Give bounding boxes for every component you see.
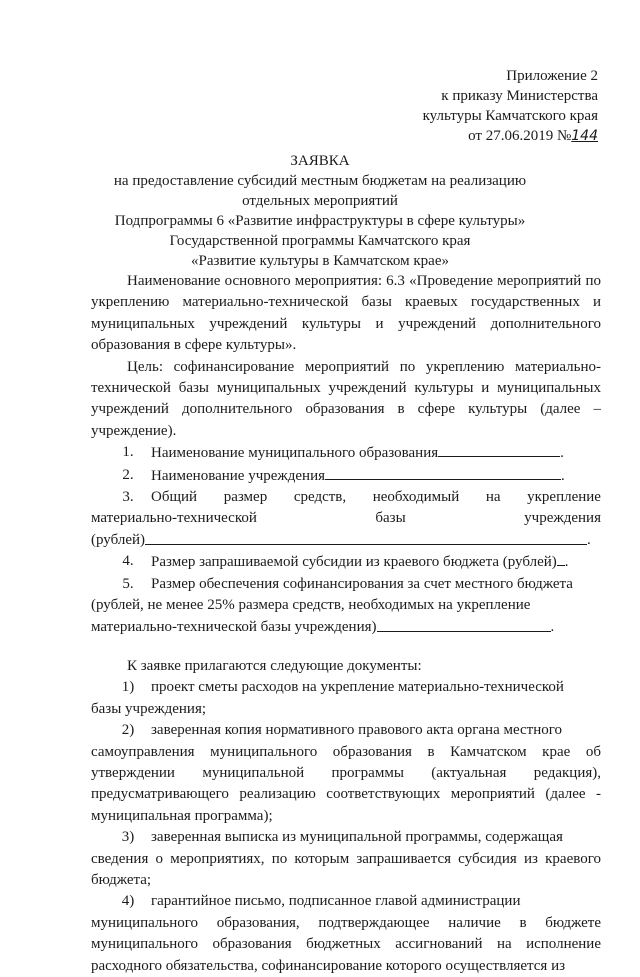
appendix-line-3: культуры Камчатского края: [422, 108, 598, 124]
document-title: ЗАЯВКА: [290, 153, 350, 169]
heading-line-5: «Развитие культуры в Камчатском крае»: [191, 253, 449, 269]
doc-1-number: 1): [121, 679, 135, 696]
item-1: 1. Наименование муниципального образования .: [91, 442, 601, 464]
item-3-word: на: [485, 489, 501, 506]
item-5: [91, 574, 601, 595]
appendix-block: [423, 66, 598, 146]
item-4-blank: [557, 551, 565, 566]
item-3-word: необходимый: [372, 489, 460, 506]
item-4-number: 4.: [122, 553, 134, 570]
item-4-label: Размер запрашиваемой субсидии из краевого бюджета (рублей): [151, 554, 557, 571]
doc-2-number: 2): [121, 722, 135, 739]
item-3-blank: [145, 530, 587, 545]
doc-4-line-1: гарантийное письмо, подписанное главой администрации: [151, 893, 521, 910]
item-3-line-2: [91, 508, 601, 529]
item-5-label: материально-технической базы учреждения): [91, 618, 377, 635]
docs-intro-text: К заявке прилагаются следующие документы:: [127, 657, 422, 674]
doc-3-text: сведения о мероприятиях, по которым запрашивается субсидия из краевого бюджета;: [91, 850, 601, 888]
item-1-blank: [438, 442, 560, 457]
item-2-number: 2.: [122, 466, 134, 483]
item-5-number: 5.: [122, 575, 134, 592]
appendix-line-2: к приказу Министерства: [441, 88, 598, 104]
doc-2: [91, 720, 601, 741]
doc-1-line-2: базы учреждения;: [91, 700, 207, 717]
item-2-blank: [325, 465, 561, 480]
document-body: [91, 271, 601, 977]
heading-line-1: на предоставление субсидий местным бюджетам на реализацию: [113, 173, 527, 189]
appendix-line-1: Приложение 2: [506, 68, 598, 84]
item-3-word: Общий: [151, 489, 198, 506]
goal-paragraph: Цель: софинансирование мероприятий по укреплению материально-технической базы муниципальных учреждений культуры и муниципальных учреждений дополнительного образования в сфере культуры (далее – учреждение).: [91, 358, 601, 439]
item-5-line-3: материально-технической базы учреждения) .: [91, 617, 601, 638]
appendix-date-line: [423, 126, 598, 146]
item-1-label: Наименование муниципального образования: [151, 445, 439, 462]
doc-3: [91, 827, 601, 848]
item-4: 4. Размер запрашиваемой субсидии из краевого бюджета (рублей) .: [91, 551, 601, 573]
docs-intro: [91, 656, 601, 677]
item-5-blank: [377, 617, 551, 632]
doc-3-number: 3): [121, 829, 135, 846]
item-2: 2. Наименование учреждения .: [91, 465, 601, 487]
doc-4-text: муниципального образования, подтверждающее наличие в бюджете муниципального образования бюджетных ассигнований на исполнение расходного обязательства, софинансирование которого осуществляется из: [91, 914, 601, 974]
doc-2-text: самоуправления муниципального образования в Камчатском крае об утверждении муниципальной программы (актуальная редакция), предусматривающего реализацию соответствующих мероприятий (далее - муниципальная программа);: [91, 743, 601, 824]
item-3-word: размер: [223, 489, 268, 506]
appendix-date: от 27.06.2019 №: [468, 128, 572, 144]
doc-2-line-1: заверенная копия нормативного правового акта органа местного: [151, 722, 563, 739]
item-3-word: базы: [375, 510, 406, 527]
item-3: [91, 487, 601, 508]
doc-4: [91, 891, 601, 912]
doc-4-number: 4): [121, 893, 135, 910]
activity-paragraph: Наименование основного мероприятия: 6.3 «Проведение мероприятий по укреплению материально-технической базы краевых государственных и муниципальных учреждений культуры и учреждений дополнительного образования в сфере культуры».: [91, 273, 601, 354]
item-2-label: Наименование учреждения: [151, 467, 326, 484]
item-3-word: средств,: [293, 489, 347, 506]
item-3-word: (рублей): [91, 531, 146, 548]
item-5-line-2: (рублей, не менее 25% размера средств, необходимых на укрепление: [91, 597, 531, 614]
order-number: 144: [571, 128, 598, 144]
item-3-word: укрепление: [527, 489, 601, 506]
item-3-word: учреждения: [524, 510, 601, 527]
doc-3-line-1: заверенная выписка из муниципальной программы, содержащая: [151, 829, 563, 846]
document-heading: [0, 151, 640, 271]
doc-1: [91, 677, 601, 698]
heading-line-3: Подпрограммы 6 «Развитие инфраструктуры в сфере культуры»: [114, 213, 526, 229]
item-3-word: материально-технической: [91, 510, 257, 527]
heading-line-2: отдельных мероприятий: [242, 193, 398, 209]
item-1-number: 1.: [122, 444, 134, 461]
item-5-line-1: Размер обеспечения софинансирования за счет местного бюджета: [151, 575, 573, 592]
item-3-line-3: (рублей) .: [91, 530, 601, 551]
doc-1-line-1: проект сметы расходов на укрепление материально-технической: [151, 679, 564, 696]
heading-line-4: Государственной программы Камчатского края: [169, 233, 471, 249]
item-3-number: 3.: [122, 489, 134, 506]
